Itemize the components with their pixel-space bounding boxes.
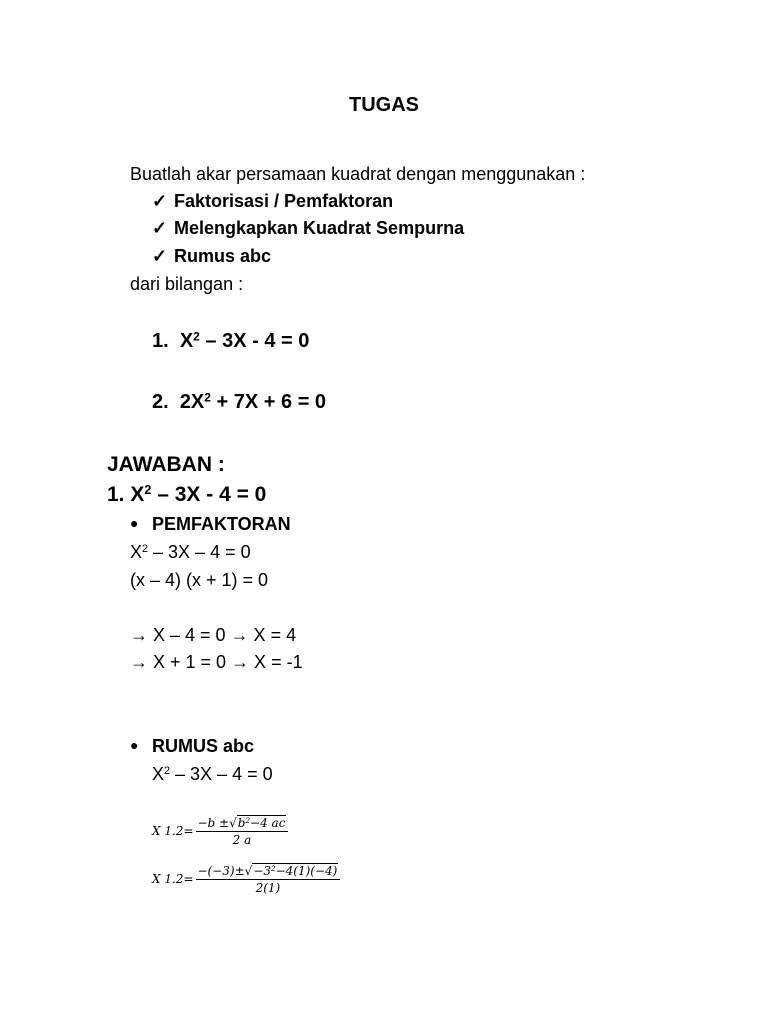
problem-1: 1. $X^2 - 3X - 4 = 0$ bbox=[152, 329, 310, 352]
method-item-1 bbox=[152, 191, 393, 212]
formula-lhs: X 1.2= bbox=[152, 872, 194, 886]
pemfaktoran-heading: ● PEMFAKTORAN bbox=[130, 514, 291, 534]
formula-denominator: 2 a bbox=[232, 833, 252, 847]
rumus-abc-heading: ● RUMUS abc bbox=[130, 736, 255, 756]
pemfaktoran-equation: $X^2 - 3X - 4 = 0$ bbox=[130, 542, 251, 562]
quadratic-formula bbox=[152, 816, 288, 847]
problem-number: 1. bbox=[152, 330, 169, 352]
formula-lhs: X 1.2= bbox=[152, 824, 194, 838]
formula-numerator: $-(-3)\pm√-3^2-4(1)(-4)$ bbox=[196, 864, 341, 880]
from-numbers-text: dari bilangan : bbox=[130, 274, 244, 294]
method-label: Faktorisasi / Pemfaktoran bbox=[174, 191, 394, 211]
instruction-text: Buatlah akar persamaan kuadrat dengan menggunakan : bbox=[130, 164, 586, 184]
method-label: Melengkapkan Kuadrat Sempurna bbox=[174, 218, 465, 238]
formula-radicand: $-3^2-4(1)(-4)$ bbox=[253, 864, 338, 878]
formula-fraction bbox=[196, 816, 289, 847]
checkmark-icon: ✓ bbox=[152, 191, 168, 211]
bullet-icon: ● bbox=[130, 515, 139, 531]
page-title: TUGAS bbox=[349, 94, 419, 116]
rumus-abc-equation: $X^2 - 3X - 4 = 0$ bbox=[152, 764, 273, 784]
checkmark-icon: ✓ bbox=[152, 218, 168, 238]
method-label: Rumus abc bbox=[174, 246, 272, 266]
factored-equation: (x – 4) (x + 1) = 0 bbox=[130, 570, 269, 590]
problem-number: 2. bbox=[152, 391, 169, 413]
problem-2: 2. $2X^2 + 7X + 6 = 0$ bbox=[152, 390, 327, 413]
answer-problem: 1. $X^2 - 3X - 4 = 0$ bbox=[107, 483, 267, 506]
substituted-formula bbox=[152, 864, 340, 895]
formula-numerator: $-b \pm√b^2-4$ ac bbox=[196, 816, 289, 832]
bullet-icon: ● bbox=[130, 737, 139, 753]
method-item-2 bbox=[152, 218, 464, 239]
method-item-3 bbox=[152, 246, 271, 267]
formula-radicand: $b^2-4$ ac bbox=[237, 816, 286, 830]
checkmark-icon: ✓ bbox=[152, 246, 168, 266]
formula-fraction bbox=[196, 864, 341, 895]
solution-step-2: → X + 1 = 0 → X = -1 bbox=[130, 652, 303, 672]
solution-step-1: → X – 4 = 0 → X = 4 bbox=[130, 625, 297, 645]
formula-denominator: 2(1) bbox=[255, 881, 281, 895]
answer-heading: JAWABAN : bbox=[107, 453, 225, 476]
